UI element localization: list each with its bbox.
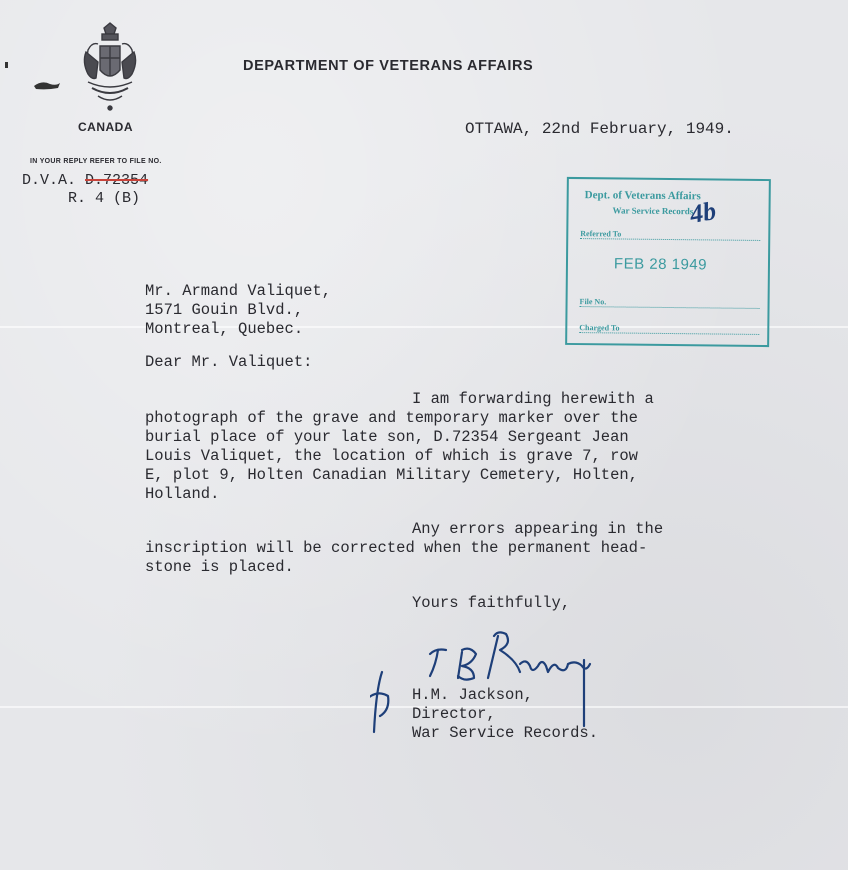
signatory-name: H.M. Jackson, bbox=[412, 686, 533, 704]
paragraph1-line: Louis Valiquet, the location of which is grave 7, row bbox=[145, 447, 638, 465]
coat-of-arms-crest bbox=[78, 22, 142, 112]
paragraph1-line: photograph of the grave and temporary marker over the bbox=[145, 409, 638, 427]
closing: Yours faithfully, bbox=[412, 594, 571, 612]
file-subnumber: R. 4 (B) bbox=[68, 190, 141, 207]
paragraph1-line: burial place of your late son, D.72354 Sergeant Jean bbox=[145, 428, 629, 446]
stamp-division: War Service Records bbox=[612, 205, 694, 217]
country-label: CANADA bbox=[78, 120, 133, 134]
margin-mark bbox=[5, 62, 8, 68]
paragraph1-line: E, plot 9, Holten Canadian Military Cemetery, Holten, bbox=[145, 466, 638, 484]
stamp-date: FEB 28 1949 bbox=[613, 255, 708, 274]
signatory-title: Director, bbox=[412, 705, 496, 723]
signature-text: J.B. Rading bbox=[370, 620, 377, 621]
paragraph1-line: Holland. bbox=[145, 485, 220, 503]
paragraph2-line: Any errors appearing in the bbox=[412, 520, 664, 538]
paragraph2-line: inscription will be corrected when the permanent head- bbox=[145, 539, 648, 557]
salutation: Dear Mr. Valiquet: bbox=[145, 353, 313, 371]
department-heading: DEPARTMENT OF VETERANS AFFAIRS bbox=[243, 58, 534, 74]
received-stamp bbox=[565, 177, 771, 347]
recipient-street: 1571 Gouin Blvd., bbox=[145, 301, 304, 319]
file-number-line bbox=[22, 172, 148, 190]
reference-instruction: IN YOUR REPLY REFER TO FILE NO. bbox=[30, 158, 162, 165]
file-prefix: D.V.A. bbox=[22, 172, 77, 189]
stamp-referred-field: Referred To bbox=[580, 229, 760, 241]
letter-date: OTTAWA, 22nd February, 1949. bbox=[465, 120, 734, 138]
recipient-city: Montreal, Quebec. bbox=[145, 320, 304, 338]
stamp-file-field: File No. bbox=[580, 297, 760, 309]
signatory-block bbox=[412, 686, 598, 743]
paragraph2-line: stone is placed. bbox=[145, 558, 294, 576]
file-number: D.72354 bbox=[85, 172, 149, 189]
signatory-division: War Service Records. bbox=[412, 724, 599, 742]
ink-blot bbox=[32, 78, 62, 90]
recipient-name: Mr. Armand Valiquet, bbox=[145, 282, 332, 300]
recipient-address bbox=[145, 282, 331, 339]
paragraph1-line: I am forwarding herewith a bbox=[412, 390, 654, 408]
stamp-charged-field: Charged To bbox=[579, 323, 759, 335]
stamp-department: Dept. of Veterans Affairs bbox=[584, 189, 701, 203]
handwritten-referral-mark: 4b bbox=[687, 195, 719, 230]
